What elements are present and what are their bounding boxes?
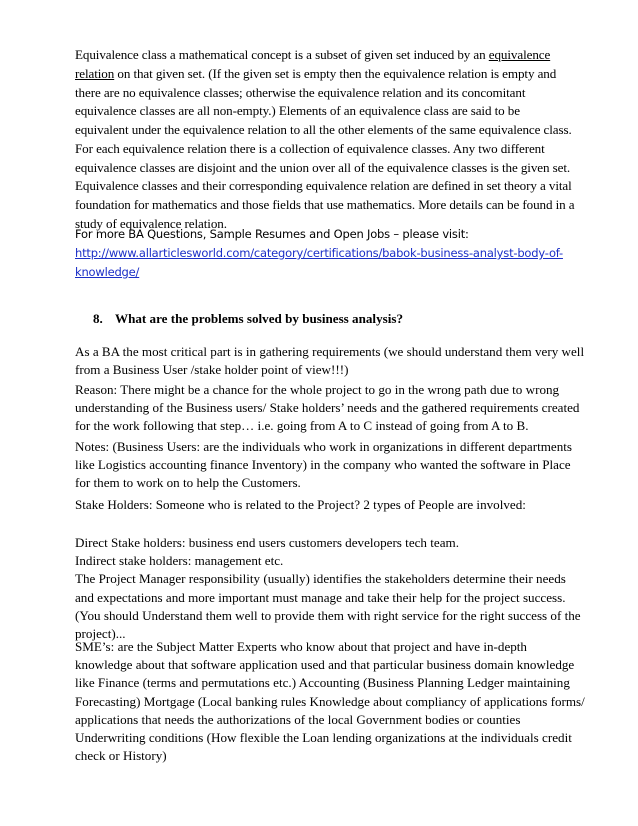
question-heading bbox=[93, 311, 403, 327]
intro-line: equivalent under the equivalence relation to all the other elements of the same equivalence class. bbox=[75, 122, 572, 137]
intro-line: equivalence classes are disjoint and the union over all of the equivalence classes is the given set. bbox=[75, 159, 571, 175]
question-number: 8. bbox=[93, 311, 103, 326]
sme-paragraph: SME’s: are the Subject Matter Experts who know about that project and have in-depth knowledge about that software application used and that particular business domain knowledge like Finance (terms and permutations etc.) Accounting (Business Planning Ledger maintaining Forecasting) Mortgage (Local banking rules Knowledge about compliancy of applications forms/ applications that needs the authorizations of the local Government bodies or counties Underwriting conditions (How flexible the Loan lending organizations at the individuals credit check or History) bbox=[75, 639, 585, 764]
intro-line: study of equivalence relation. bbox=[75, 215, 227, 231]
intro-line: foundation for mathematics and those fields that use mathematics. More details can be found in a bbox=[75, 197, 575, 212]
intro-line: Equivalence classes and their corresponding equivalence relation are defined in set theory a vital bbox=[75, 178, 572, 194]
intro-line: relation on that given set. (If the given set is empty then the equivalence relation is empty and bbox=[75, 65, 557, 81]
notes-paragraph: Notes: (Business Users: are the individuals who work in organizations in different departments like Logistics accounting finance Inventory) in the company who wanted the software in Place for them to work on to help the Customers. bbox=[75, 439, 572, 491]
intro-line: Equivalence class a mathematical concept is a subset of given set induced by an equivalence bbox=[75, 47, 551, 62]
intro-paragraph bbox=[75, 46, 575, 234]
question-text: What are the problems solved by business analysis? bbox=[115, 311, 403, 326]
intro-line: equivalence classes are all non-empty.) Elements of an equivalence class are said to be bbox=[75, 103, 520, 119]
direct-stake-holders-paragraph: Direct Stake holders: business end users customers developers tech team. Indirect stake holders: management etc. The Project Manager responsibility (usually) identifies the stakeholders determine their needs and expectations and more important must manage and take their help for the project success. (You should Understand them well to provide them with right service for the right success of the project)... bbox=[75, 535, 581, 642]
ba-paragraph: As a BA the most critical part is in gathering requirements (we should understand them very well from a Business User /stake holder point of view!!!) bbox=[75, 344, 585, 378]
equivalence-relation-link[interactable]: relation bbox=[75, 65, 115, 81]
ba-visit-block bbox=[75, 225, 565, 282]
stake-holders-paragraph: Stake Holders: Someone who is related to the Project? 2 types of People are involved: bbox=[75, 497, 526, 512]
reason-paragraph: Reason: There might be a chance for the whole project to go in the wrong path due to wrong understanding of the Business users/ Stake holders’ needs and the gathered requirements created for the work following that step… i.e. going from A to C instead of going from A to B. bbox=[75, 382, 580, 434]
intro-line: there are no equivalence classes; otherwise the equivalence relation and its concomitant bbox=[75, 84, 526, 100]
ba-visit-text: For more BA Questions, Sample Resumes and Open Jobs – please visit: bbox=[75, 227, 469, 241]
intro-line: For each equivalence relation there is a collection of equivalence classes. Any two different bbox=[75, 140, 545, 156]
equivalence-relation-link[interactable]: equivalence bbox=[488, 47, 551, 62]
ba-url-link[interactable]: knowledge/ bbox=[75, 265, 140, 279]
ba-url-link[interactable]: http://www.allarticlesworld.com/category/certifications/babok-business-analyst-body-of- bbox=[75, 246, 563, 260]
